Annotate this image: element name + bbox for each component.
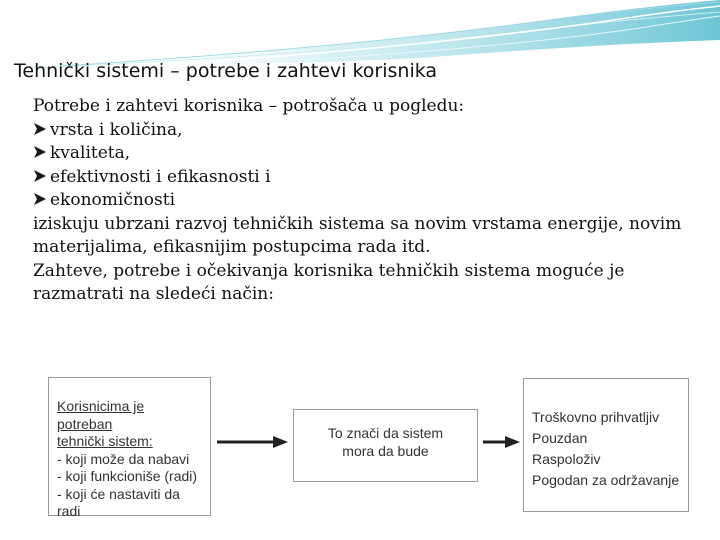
bullet-item [33, 189, 698, 213]
right-arrow-icon [217, 435, 289, 449]
paragraph-requirements: Zahteve, potrebe i očekivanja korisnika tehničkih sistema moguće je razmatrati na sledeći način: [33, 260, 625, 304]
bullet-item [33, 142, 698, 166]
arrow-bullet-icon [33, 145, 47, 159]
system-attribute: Troškovno prihvatljiv [532, 409, 660, 425]
right-arrow-icon [483, 435, 521, 449]
system-attribute: Pouzdan [532, 430, 588, 446]
arrow-bullet-icon [33, 192, 47, 206]
paragraph-development: iziskuju ubrzani razvoj tehničkih sistema sa novim vrstama energije, novim materijalima, efikasnijim postupcima rada itd. [33, 213, 682, 257]
bullet-text: efektivnosti i efikasnosti i [50, 166, 271, 187]
user-needs-heading-line2: tehnički sistem: [57, 433, 153, 449]
requirements-diagram [47, 375, 691, 525]
system-must-line1: To znači da sistem [327, 425, 444, 441]
user-need-item: - koji će nastaviti da radi [57, 485, 180, 519]
user-needs-box [48, 377, 211, 519]
slide-title: Tehnički sistemi – potrebe i zahtevi korisnika [14, 60, 438, 82]
user-needs-heading-line1: Korisnicima je potreban [57, 398, 145, 432]
system-attributes-box [523, 378, 689, 512]
arrow-bullet-icon [33, 122, 47, 136]
user-need-item: - koji funkcioniše (radi) [57, 468, 198, 484]
intro-text: Potrebe i zahtevi korisnika – potrošača u pogledu: [33, 96, 465, 116]
system-must-line2: mora da bude [342, 442, 429, 459]
bullet-text: kvaliteta, [50, 143, 131, 163]
user-need-item: - koji može da nabavi [57, 450, 190, 467]
bullet-item [33, 166, 698, 190]
bullet-text: ekonomičnosti [50, 190, 176, 210]
slide-body [33, 95, 698, 307]
system-must-box [293, 409, 478, 482]
bullet-item [33, 119, 698, 143]
system-attribute: Pogodan za održavanje [532, 472, 680, 488]
bullet-text: vrsta i količina, [50, 119, 183, 140]
system-attribute: Raspoloživ [532, 451, 601, 467]
arrow-bullet-icon [33, 169, 47, 183]
